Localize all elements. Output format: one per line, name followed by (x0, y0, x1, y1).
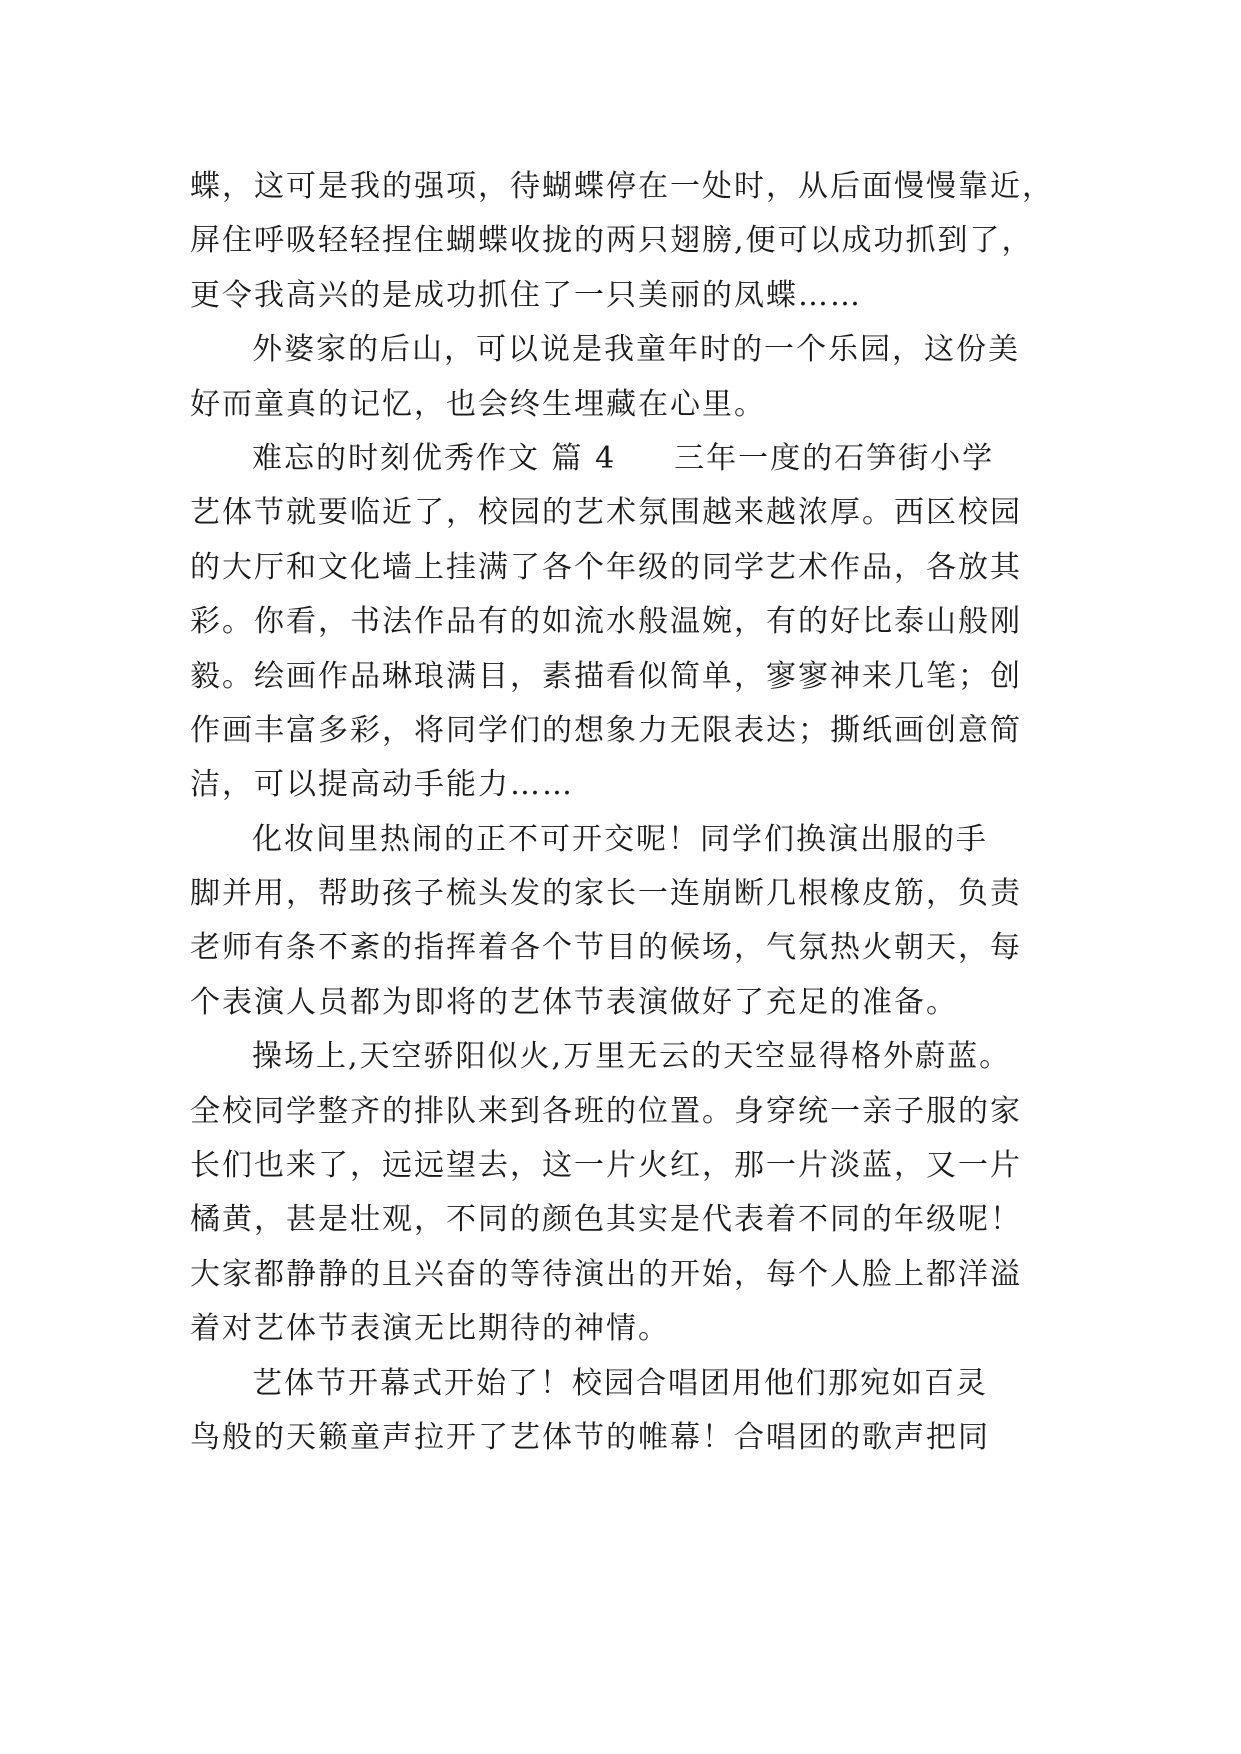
text-line: 蝶，这可是我的强项，待蝴蝶停在一处时，从后面慢慢靠近， (190, 169, 1054, 204)
text-line: 操场上,天空骄阳似火,万里无云的天空显得格外蔚蓝。 (252, 1039, 1012, 1075)
paragraph-5 (190, 1030, 1070, 1356)
paragraph-6 (190, 1357, 1070, 1466)
text-line: 外婆家的后山，可以说是我童年时的一个乐园，这份美 (252, 332, 1020, 368)
text-line: 作画丰富多彩，将同学们的想象力无限表达；撕纸画创意简 (190, 712, 1022, 748)
text-line: 彩。你看，书法作品有的如流水般温婉，有的好比泰山般刚 (190, 604, 1022, 640)
paragraph-1 (190, 160, 1070, 323)
text-line: 艺体节开幕式开始了！校园合唱团用他们那宛如百灵 (252, 1365, 988, 1401)
document-body (190, 160, 1070, 1465)
text-line: 大家都静静的且兴奋的等待演出的开始，每个人脸上都洋溢 (190, 1256, 1022, 1292)
text-line: 长们也来了，远远望去，这一片火红，那一片淡蓝，又一片 (190, 1148, 1022, 1184)
text-line: 更令我高兴的是成功抓住了一只美丽的凤蝶…… (190, 277, 862, 313)
text-line: 的大厅和文化墙上挂满了各个年级的同学艺术作品，各放其 (190, 549, 1022, 585)
text-line: 个表演人员都为即将的艺体节表演做好了充足的准备。 (190, 984, 958, 1020)
text-line: 艺体节就要临近了，校园的艺术氛围越来越浓厚。西区校园 (190, 495, 1022, 531)
text-line: 鸟般的天籁童声拉开了艺体节的帷幕！合唱团的歌声把同 (190, 1419, 990, 1455)
section-heading: 难忘的时刻优秀作文 篇 4 (252, 440, 617, 476)
paragraph-4 (190, 813, 1070, 1031)
text-line: 洁，可以提高动手能力…… (190, 767, 574, 803)
text-line: 屏住呼吸轻轻捏住蝴蝶收拢的两只翅膀,便可以成功抓到了， (190, 223, 1034, 259)
text-line: 着对艺体节表演无比期待的神情。 (190, 1311, 670, 1347)
text-line: 全校同学整齐的排队来到各班的位置。身穿统一亲子服的家 (190, 1093, 1022, 1129)
text-line: 橘黄，甚是壮观，不同的颜色其实是代表着不同的年级呢！ (190, 1202, 1022, 1238)
paragraph-3 (190, 432, 1070, 813)
text-line: 毅。绘画作品琳琅满目，素描看似简单，寥寥神来几笔；创 (190, 658, 1022, 694)
text-line: 好而童真的记忆，也会终生埋藏在心里。 (190, 386, 766, 422)
heading-line (190, 432, 1070, 486)
paragraph-2 (190, 323, 1070, 432)
text-segment: 三年一度的石笋街小学 (674, 440, 995, 476)
text-line: 脚并用，帮助孩子梳头发的家长一连崩断几根橡皮筋，负责 (190, 876, 1022, 912)
text-line: 老师有条不紊的指挥着各个节目的候场，气氛热火朝天，每 (190, 930, 1022, 966)
text-line: 化妆间里热闹的正不可开交呢！同学们换演出服的手 (252, 821, 988, 857)
